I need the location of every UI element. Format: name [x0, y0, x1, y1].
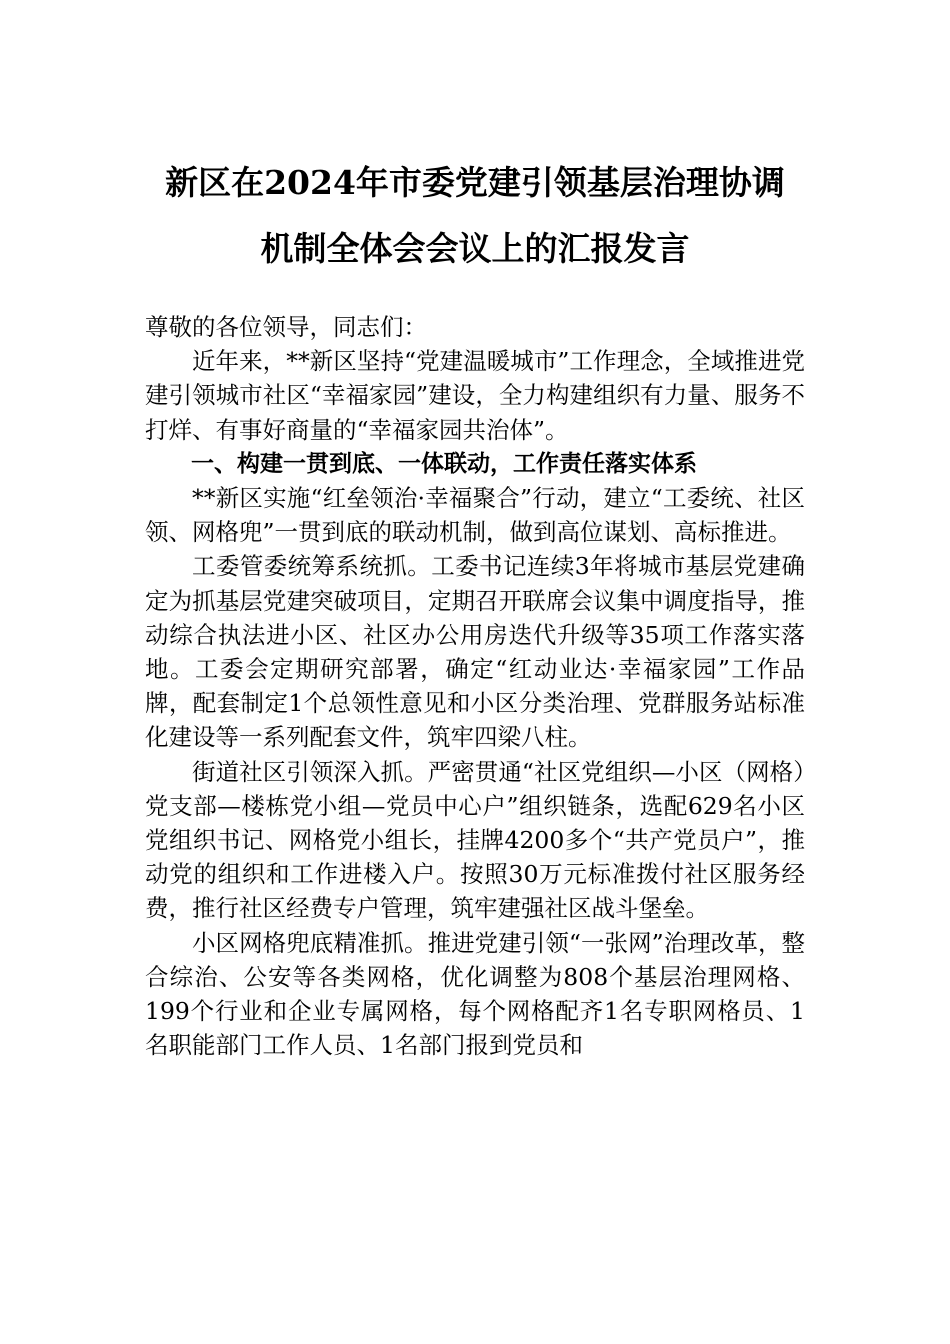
- committee-paragraph: 工委管委统筹系统抓。工委书记连续3年将城市基层党建确定为抓基层党建突破项目，定期召开联席会议集中调度指导，推动综合执法进小区、社区办公用房迭代升级等35项工作落实落地。工委会定期研究部署，确定“红动业达·幸福家园”工作品牌，配套制定1个总领性意见和小区分类治理、党群服务站标准化建设等一系列配套文件，筑牢四梁八柱。: [145, 552, 805, 752]
- document-page: [145, 150, 805, 1062]
- document-title: [145, 150, 805, 282]
- intro-paragraph: 近年来，**新区坚持“党建温暖城市”工作理念，全域推进党建引领城市社区“幸福家园”建设，全力构建组织有力量、服务不打烊、有事好商量的“幸福家园共治体”。: [145, 347, 805, 444]
- salutation: 尊敬的各位领导，同志们：: [145, 313, 427, 341]
- title-line-1: 新区在2024年市委党建引领基层治理协调: [165, 163, 785, 202]
- grid-paragraph: 小区网格兜底精准抓。推进党建引领“一张网”治理改革，整合综治、公安等各类网格，优化调整为808个基层治理网格、199个行业和企业专属网格，每个网格配齐1名专职网格员、1名职能部门工作人员、1名部门报到党员和: [145, 928, 805, 1060]
- document-body: [145, 310, 805, 1062]
- section-1-intro-paragraph: **新区实施“红垒领治·幸福聚合”行动，建立“工委统、社区领、网格兜”一贯到底的联动机制，做到高位谋划、高标推进。: [145, 484, 805, 547]
- community-paragraph: 街道社区引领深入抓。严密贯通“社区党组织—小区（网格）党支部—楼栋党小组—党员中心户”组织链条，选配629名小区党组织书记、网格党小组长，挂牌4200多个“共产党员户”，推动党的组织和工作进楼入户。按照30万元标准拨付社区服务经费，推行社区经费专户管理，筑牢建强社区战斗堡垒。: [145, 757, 805, 923]
- section-heading-1: 一、构建一贯到底、一体联动，工作责任落实体系: [191, 450, 697, 477]
- title-line-2: 机制全体会会议上的汇报发言: [260, 229, 690, 268]
